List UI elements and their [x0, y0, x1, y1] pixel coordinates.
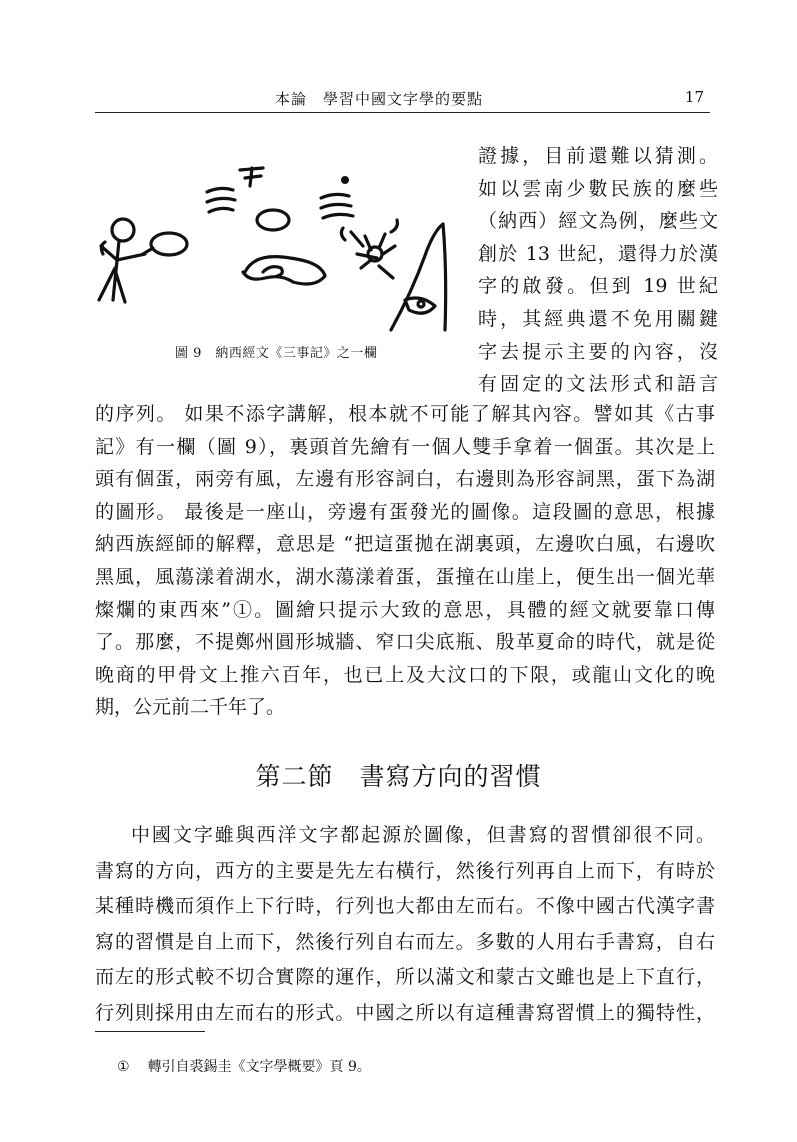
text-line: 頭有個蛋，兩旁有風，左邊有形容詞白，右邊則為形容詞黑，蛋下為湖: [95, 468, 715, 491]
text-line: 時，其經典還不免用關鍵: [478, 307, 718, 330]
text-line: 而左的形式較不切合實際的運作，所以滿文和蒙古文雖也是上下直行，: [95, 966, 715, 988]
running-header: [95, 86, 710, 113]
text-line: 某種時機而須作上下行時，行列也大都由左而右。不像中國古代漢字書: [95, 895, 715, 917]
text-line: 寫的習慣是自上而下，然後行列自右而左。多數的人用右手書寫，自右: [95, 930, 715, 953]
text-line: （納西）經文為例，麼些文: [478, 210, 718, 233]
text-line: 創於 13 世紀，還得力於漢: [478, 242, 718, 265]
figure-caption: 圖 9 納西經文《三事記》之一欄: [175, 346, 378, 361]
text-line: 字的啟發。但到 19 世紀: [478, 275, 718, 298]
footnote: [117, 1056, 371, 1076]
page-number: 17: [684, 88, 704, 106]
running-header-title: 本論 學習中國文字學的要點: [275, 90, 484, 108]
text-line: 字去提示主要的內容，沒: [478, 340, 718, 363]
text-line: 納西族經師的解釋，意思是 “把這蛋拋在湖裏頭，左邊吹白風，右邊吹: [95, 533, 715, 556]
naxi-pictograph-image: [95, 150, 465, 335]
footnote-marker: ①: [117, 1059, 130, 1075]
text-line: 行列則採用由左而右的形式。中國之所以有這種書寫習慣上的獨特性，: [95, 1001, 715, 1024]
footnote-text: 轉引自裘錫圭《文字學概要》頁 9。: [147, 1059, 371, 1075]
text-line: 黑風，風蕩漾着湖水，湖水蕩漾着蛋，蛋撞在山崖上，便生出一個光華: [95, 565, 715, 588]
text-line: 的序列。 如果不添字講解，根本就不可能了解其內容。譬如其《古事: [95, 403, 715, 425]
text-line: 燦爛的東西來”①。圖繪只提示大致的意思，具體的經文就要靠口傳: [95, 598, 715, 621]
text-line: 證據，目前還難以猜測。: [478, 145, 718, 167]
text-line: 記》有一欄（圖 9），裏頭首先繪有一個人雙手拿着一個蛋。其次是上: [95, 435, 715, 458]
text-column-beside-figure: [478, 140, 718, 401]
footnote-divider: [95, 1031, 205, 1032]
text-line: 中國文字雖與西洋文字都起源於圖像，但書寫的習慣卻很不同。: [131, 824, 715, 846]
text-line: 有固定的文法形式和語言: [478, 373, 718, 396]
text-line: 晚商的甲骨文上推六百年，也已上及大汶口的下限，或龍山文化的晚: [95, 663, 715, 686]
section-heading: 第二節 書寫方向的習慣: [255, 762, 542, 791]
text-line: 的圖形。 最後是一座山，旁邊有蛋發光的圖像。這段圖的意思，根據: [95, 500, 715, 523]
text-line: 期，公元前二千年了。: [95, 696, 286, 719]
text-line: 了。那麼，不提鄭州圓形城牆、窄口尖底瓶、殷革夏命的時代，就是從: [95, 631, 715, 654]
paragraph-naxi-example: [95, 398, 715, 724]
figure-naxi-manuscript: [95, 150, 465, 370]
paragraph-writing-direction: [95, 818, 715, 1031]
text-line: 書寫的方向，西方的主要是先左右橫行，然後行列再自上而下，有時於: [95, 859, 715, 882]
text-line: 如以雲南少數民族的麼些: [478, 177, 718, 200]
